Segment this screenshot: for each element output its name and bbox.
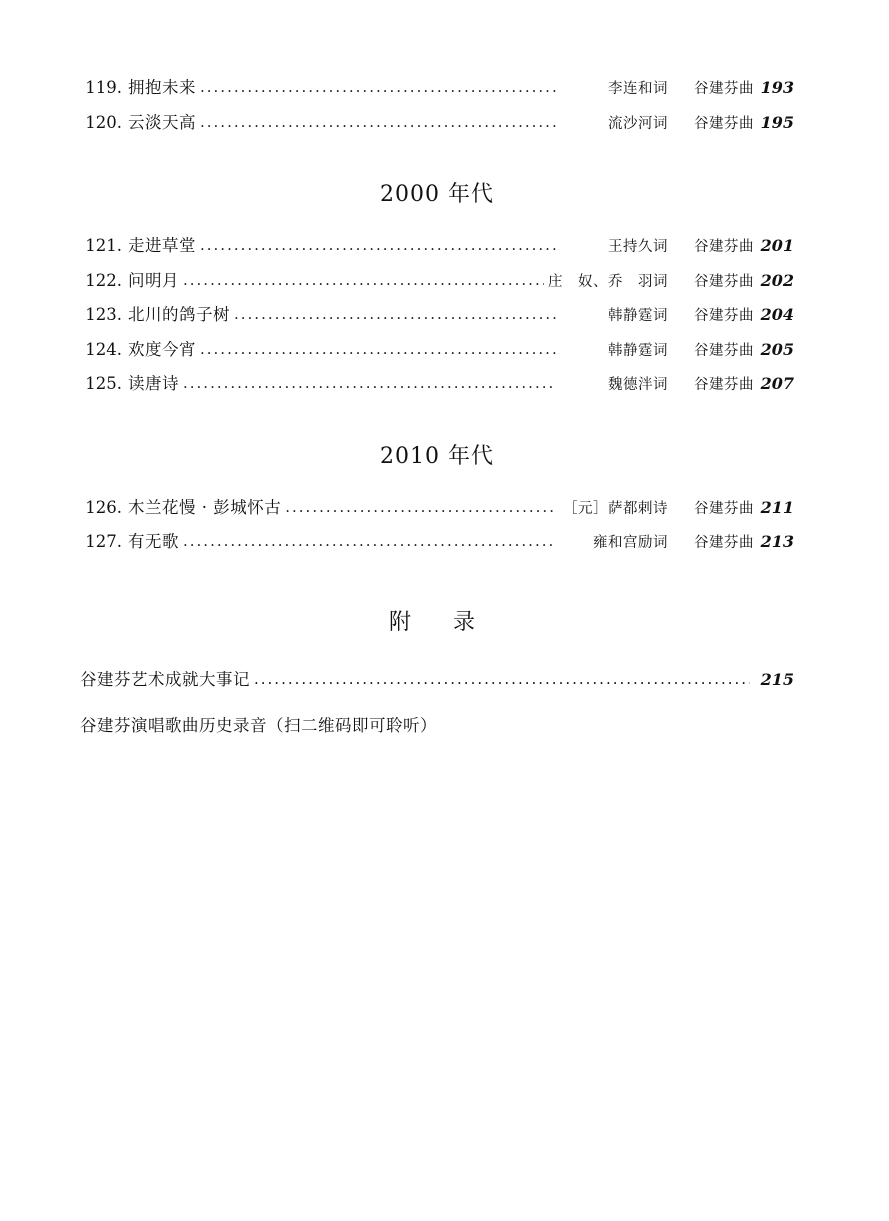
entry-title: 拥抱未来 — [128, 78, 196, 97]
dot-leader — [200, 342, 556, 357]
entry-page-number: 195 — [760, 112, 794, 132]
appendix-entry[interactable] — [80, 666, 794, 690]
entry-title: 有无歌 — [128, 532, 179, 551]
entry-title: 走进草堂 — [128, 236, 196, 255]
entry-lyricist: 李连和词 — [608, 81, 668, 97]
toc-entry[interactable] — [80, 376, 794, 393]
entry-composer: 谷建芬曲 — [694, 239, 754, 255]
dot-leader — [234, 307, 556, 322]
entry-composer: 谷建芬曲 — [694, 273, 754, 290]
entry-page-number: 204 — [760, 305, 794, 324]
entry-lyricist: 王持久词 — [608, 239, 668, 255]
appendix-entry-page-number: 215 — [760, 669, 794, 689]
entry-composer: 谷建芬曲 — [694, 81, 754, 97]
dot-leader — [285, 500, 556, 515]
entry-title: 北川的鸽子树 — [128, 305, 230, 324]
entry-composer: 谷建芬曲 — [694, 342, 754, 359]
entry-number: 123. — [85, 305, 122, 324]
dot-leader — [200, 238, 556, 253]
dot-leader — [200, 80, 556, 95]
toc-entry[interactable] — [80, 534, 794, 551]
section-heading-2000s: 2000 年代 — [380, 182, 494, 207]
entry-page-number: 213 — [760, 532, 794, 551]
toc-group-2000s — [80, 177, 794, 393]
dot-leader — [183, 534, 556, 549]
entry-page-number: 201 — [760, 236, 794, 255]
entry-number: 127. — [85, 532, 122, 551]
dot-leader — [254, 670, 750, 688]
entry-title: 云淡天高 — [128, 112, 196, 132]
toc-entry-list — [80, 497, 794, 551]
entry-number: 121. — [85, 236, 122, 255]
toc-entry[interactable] — [80, 497, 794, 517]
toc-entry[interactable] — [80, 238, 794, 255]
entry-title: 木兰花慢 · 彭城怀古 — [128, 497, 282, 517]
toc-entry[interactable] — [80, 112, 794, 132]
entry-lyricist: 雍和宫励词 — [593, 535, 668, 551]
toc-entry[interactable] — [80, 307, 794, 324]
appendix-entry-title: 谷建芬艺术成就大事记 — [80, 669, 250, 689]
entry-page-number: 207 — [760, 374, 794, 393]
entry-composer: 谷建芬曲 — [694, 535, 754, 551]
entry-composer: 谷建芬曲 — [694, 500, 754, 517]
entry-lyricist: 庄 奴、乔 羽词 — [548, 273, 668, 290]
entry-page-number: 193 — [760, 78, 794, 97]
appendix-section — [80, 605, 794, 736]
toc-entry[interactable] — [80, 270, 794, 290]
dot-leader — [183, 376, 556, 391]
toc-entry-list — [80, 80, 794, 131]
entry-number: 122. — [85, 270, 122, 290]
entry-lyricist: 韩静霆词 — [608, 342, 668, 359]
entry-number: 125. — [85, 374, 122, 393]
entry-lyricist: 魏德泮词 — [608, 377, 668, 393]
entry-number: 126. — [85, 497, 122, 517]
section-heading-appendix: 附 录 — [388, 609, 485, 635]
toc-group-2010s — [80, 439, 794, 551]
entry-page-number: 205 — [760, 339, 794, 359]
entry-lyricist: 韩静霆词 — [608, 308, 668, 324]
toc-entry[interactable] — [80, 339, 794, 359]
entry-number: 124. — [85, 339, 122, 359]
entry-page-number: 202 — [760, 270, 794, 290]
entry-number: 120. — [85, 112, 122, 132]
entry-lyricist: ［元］萨都剌诗 — [563, 500, 668, 517]
entry-title: 读唐诗 — [128, 374, 179, 393]
section-heading-2010s: 2010 年代 — [380, 443, 494, 469]
dot-leader — [200, 115, 556, 130]
toc-group-continued — [80, 80, 794, 131]
toc-entry[interactable] — [80, 80, 794, 97]
entry-number: 119. — [85, 78, 122, 97]
entry-composer: 谷建芬曲 — [694, 308, 754, 324]
entry-composer: 谷建芬曲 — [694, 377, 754, 393]
entry-lyricist: 流沙河词 — [608, 115, 668, 132]
entry-title: 欢度今宵 — [128, 339, 196, 359]
dot-leader — [183, 273, 544, 288]
entry-page-number: 211 — [760, 497, 794, 517]
appendix-note: 谷建芬演唱歌曲历史录音（扫二维码即可聆听） — [80, 715, 437, 735]
entry-composer: 谷建芬曲 — [694, 115, 754, 132]
toc-entry-list — [80, 238, 794, 393]
entry-title: 问明月 — [128, 270, 179, 290]
